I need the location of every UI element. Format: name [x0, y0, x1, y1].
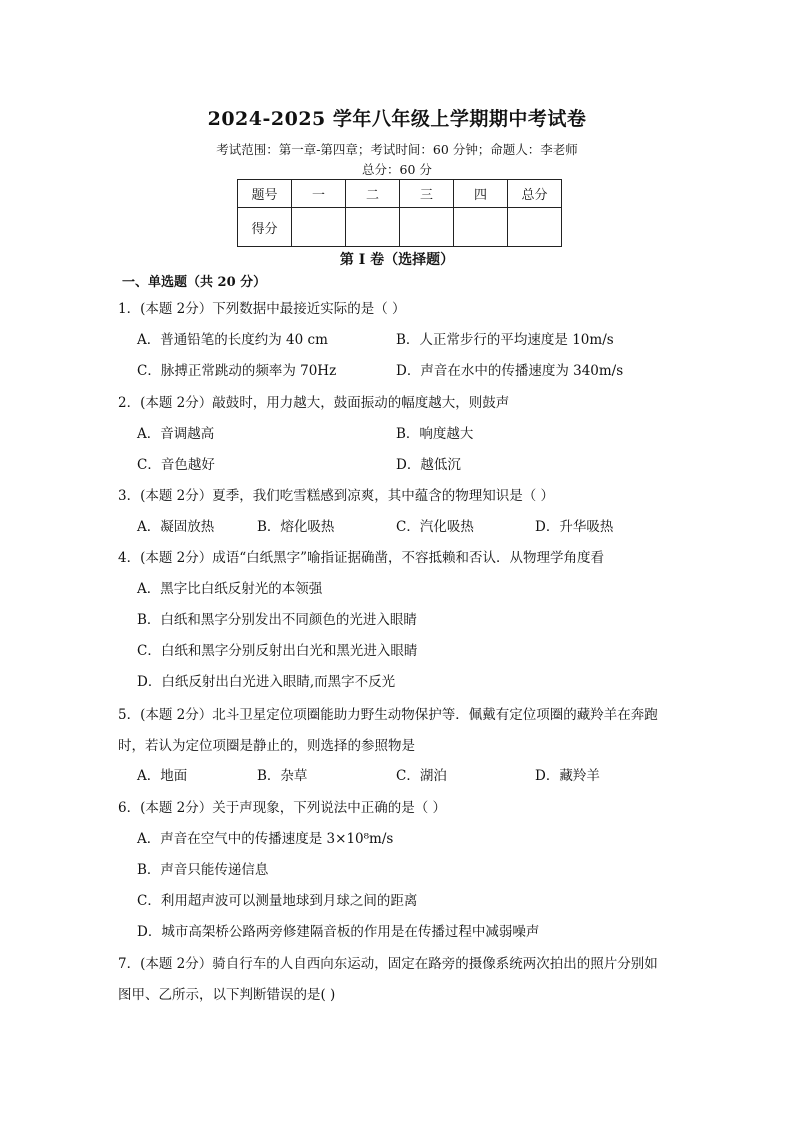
- score-blank-cell: [508, 208, 562, 247]
- score-blank-cell: [400, 208, 454, 247]
- score-cell: 总分: [508, 180, 562, 208]
- question-stem-continued: 图甲、乙所示，以下判断错误的是( ): [118, 987, 336, 1003]
- question-option: A．黑字比白纸反射光的本领强: [137, 581, 323, 597]
- question-stem: 2．(本题 2分）敲鼓时，用力越大，鼓面振动的幅度越大，则鼓声: [118, 395, 510, 411]
- question-option: C．音色越好: [137, 457, 215, 473]
- exam-total: 总分：60 分: [362, 162, 432, 177]
- question-option: B．响度越大: [396, 426, 474, 442]
- section-title: 一、单选题（共 20 分）: [122, 275, 267, 290]
- question-option: D．升华吸热: [535, 519, 614, 535]
- question-option: A．普通铅笔的长度约为 40 cm: [137, 332, 328, 348]
- question-option: A．凝固放热: [137, 519, 215, 535]
- part-title: 第 I 卷（选择题）: [339, 252, 455, 268]
- score-cell: 四: [454, 180, 508, 208]
- exam-info: 考试范围：第一章-第四章；考试时间：60 分钟；命题人：李老师: [216, 142, 578, 157]
- question-option: D．声音在水中的传播速度为 340m/s: [396, 363, 624, 379]
- question-option: C．湖泊: [396, 768, 447, 784]
- question-stem: 3．(本题 2分）夏季，我们吃雪糕感到凉爽，其中蕴含的物理知识是（ ）: [118, 488, 555, 504]
- question-stem: 7．(本题 2分）骑自行车的人自西向东运动，固定在路旁的摄像系统两次拍出的照片分别如: [118, 956, 658, 972]
- question-option: D．城市高架桥公路两旁修建隔音板的作用是在传播过程中减弱噪声: [137, 924, 540, 940]
- question-option: A．地面: [137, 768, 188, 784]
- question-option: D．越低沉: [396, 457, 461, 473]
- question-stem-continued: 时，若认为定位项圈是静止的，则选择的参照物是: [118, 738, 415, 754]
- question-option: B．白纸和黑字分别发出不同颜色的光进入眼睛: [137, 612, 417, 628]
- score-table-header-row: [238, 180, 562, 208]
- question-option: C．白纸和黑字分别反射出白光和黑光进入眼睛: [137, 643, 418, 659]
- question-option: D．藏羚羊: [535, 768, 600, 784]
- question-option: A．音调越高: [137, 426, 215, 442]
- score-table-score-row: [238, 208, 562, 247]
- score-cell: 题号: [238, 180, 292, 208]
- question-stem: 5．(本题 2分）北斗卫星定位项圈能助力野生动物保护等．佩戴有定位项圈的藏羚羊在奔跑: [118, 707, 658, 723]
- question-option: A．声音在空气中的传播速度是 3×10⁸m/s: [137, 831, 394, 847]
- score-blank-cell: [292, 208, 346, 247]
- exam-title: 2024-2025 学年八年级上学期期中考试卷: [207, 108, 587, 130]
- score-blank-cell: [346, 208, 400, 247]
- score-cell: 一: [292, 180, 346, 208]
- score-blank-cell: [454, 208, 508, 247]
- score-cell: 二: [346, 180, 400, 208]
- question-option: B．声音只能传递信息: [137, 862, 269, 878]
- question-option: C．脉搏正常跳动的频率为 70Hz: [137, 363, 337, 379]
- question-stem: 1．(本题 2分）下列数据中最接近实际的是（ ）: [118, 301, 406, 317]
- question-option: D．白纸反射出白光进入眼睛,而黑字不反光: [137, 674, 396, 690]
- question-stem: 4．(本题 2分）成语“白纸黑字”喻指证据确凿，不容抵赖和否认．从物理学角度看: [118, 550, 605, 566]
- question-option: C．利用超声波可以测量地球到月球之间的距离: [137, 893, 418, 909]
- score-cell: 三: [400, 180, 454, 208]
- question-option: B．杂草: [257, 768, 308, 784]
- score-cell: 得分: [238, 208, 292, 247]
- question-option: C．汽化吸热: [396, 519, 474, 535]
- question-option: B．人正常步行的平均速度是 10m/s: [396, 332, 614, 348]
- question-option: B．熔化吸热: [257, 519, 335, 535]
- question-stem: 6．(本题 2分）关于声现象，下列说法中正确的是（ ）: [118, 800, 447, 816]
- score-table: [237, 179, 562, 247]
